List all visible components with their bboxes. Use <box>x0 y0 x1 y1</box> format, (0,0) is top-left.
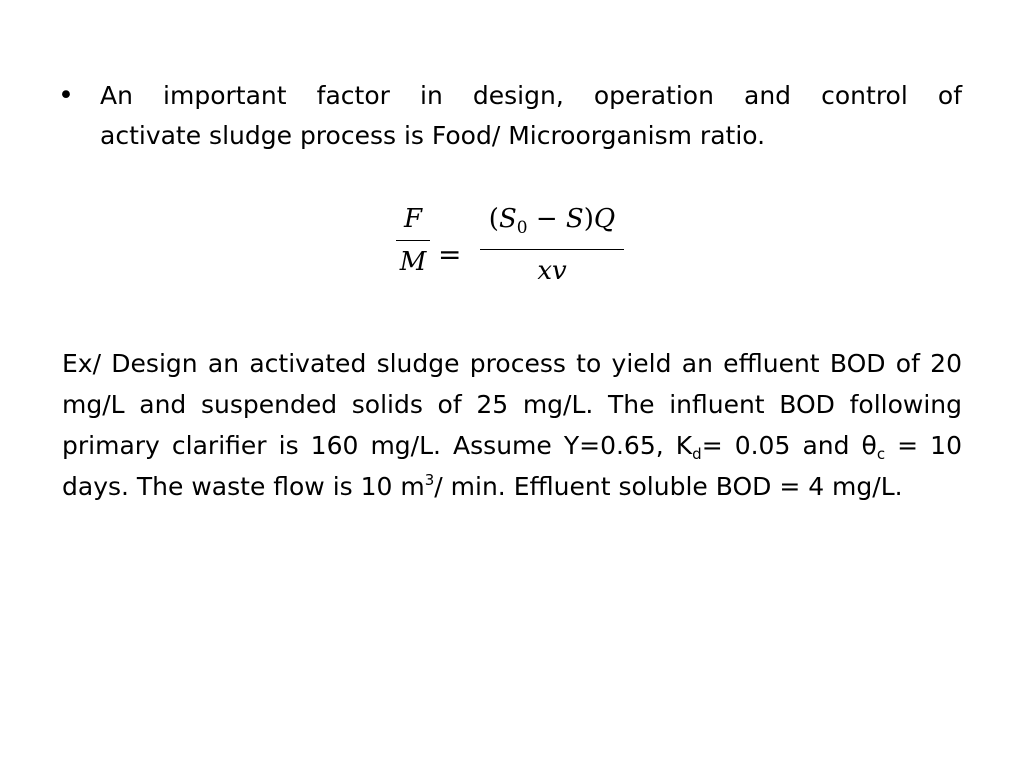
paren-close: ) <box>583 204 594 234</box>
formula-minus: − <box>527 204 566 234</box>
m3-superscript: 3 <box>424 471 435 489</box>
theta-subscript: c <box>876 445 886 463</box>
bullet-point <box>58 76 962 156</box>
example-text-4: / min. Effluent soluble BOD = 4 mg/L. <box>434 472 903 501</box>
paren-open: ( <box>488 204 499 234</box>
fm-ratio-formula <box>396 200 636 300</box>
formula-m: M <box>399 247 427 277</box>
formula-f: F <box>403 204 423 234</box>
example-text-2: = 0.05 and θ <box>701 431 877 460</box>
formula-numerator <box>480 204 624 243</box>
formula-s: S <box>565 204 584 234</box>
formula-s0: S <box>498 204 517 234</box>
bullet-text <box>100 76 962 156</box>
formula-s0-subscript: 0 <box>516 218 528 238</box>
bullet-text-line-2: activate sludge process is Food/ Microorganism ratio. <box>100 121 766 150</box>
formula-right-fraction <box>480 204 624 286</box>
formula-left-fraction <box>396 204 430 277</box>
example-text-3: = 10 days. The waste flow is 10 m <box>62 431 962 501</box>
fraction-bar-left <box>396 240 430 241</box>
bullet-marker: • <box>58 80 74 111</box>
example-text-1: Ex/ Design an activated sludge process to yield an effluent BOD of 20 mg/L and suspended solids of 25 mg/L. The influent BOD following primary clarifier is 160 mg/L. Assume Y=0.65, K <box>62 349 962 460</box>
kd-subscript: d <box>692 445 702 463</box>
formula-equals: = <box>438 238 462 271</box>
example-problem <box>62 343 962 507</box>
formula-denominator: xv <box>537 256 567 286</box>
fraction-bar-right <box>480 249 624 250</box>
bullet-text-line-1: An important factor in design, operation and control of <box>100 81 962 110</box>
formula-q: Q <box>593 204 616 234</box>
